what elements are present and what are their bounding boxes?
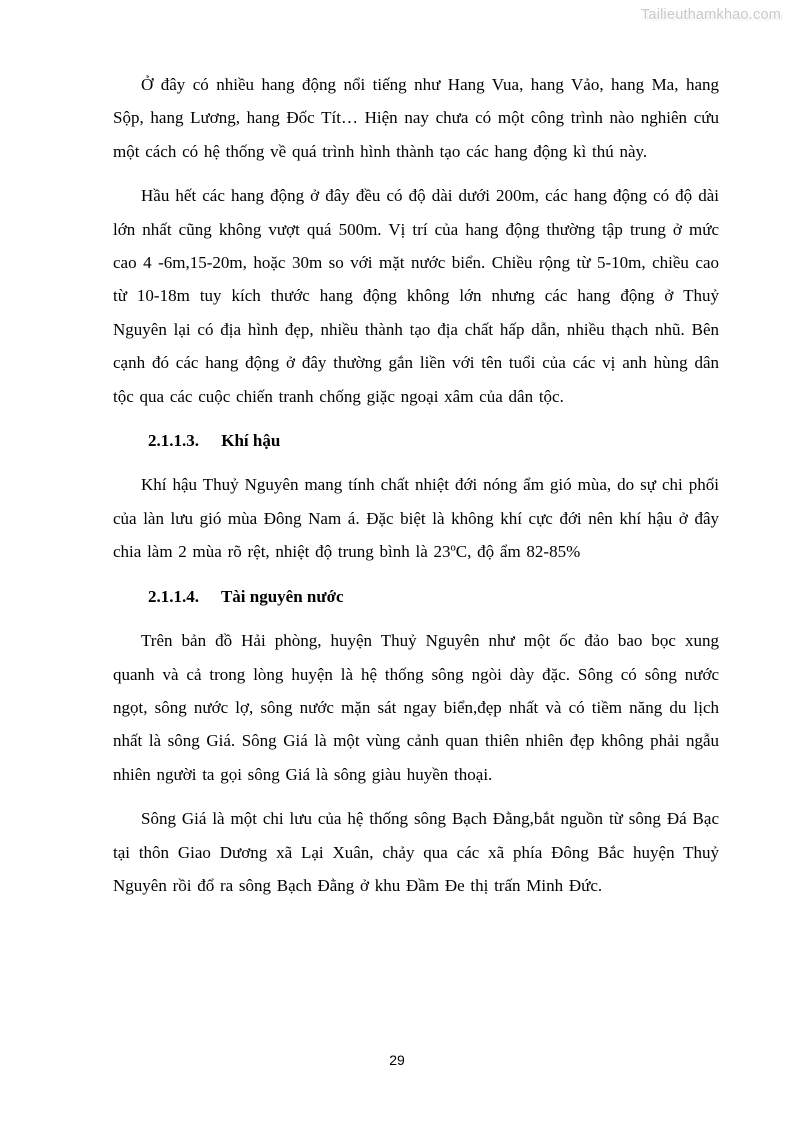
- paragraph-climate: Khí hậu Thuỷ Nguyên mang tính chất nhiệt đới nóng ẩm gió mùa, do sự chi phối của làn lưu gió mùa Đông Nam á. Đặc biệt là không khí cực đới nên khí hậu ở đây chia làm 2 mùa rõ rệt, nhiệt độ trung bình là 23ºC, độ ẩm 82-85%: [113, 475, 719, 562]
- paragraph-song-gia: Sông Giá là một chi lưu của hệ thống sông Bạch Đằng,bắt nguồn từ sông Đá Bạc tại thôn Giao Dương xã Lại Xuân, chảy qua các xã phía Đông Bắc huyện Thuỷ Nguyên rồi đổ ra sông Bạch Đằng ở khu Đầm Đe thị trấn Minh Đức.: [113, 809, 719, 895]
- paragraph-caves-intro: Ở đây có nhiều hang động nổi tiếng như Hang Vua, hang Vảo, hang Ma, hang Sộp, hang Lương, hang Đốc Tít… Hiện nay chưa có một công trình nào nghiên cứu một cách có hệ thống về quá trình hình thành tạo các hang động kì thú này.: [113, 75, 719, 161]
- heading-number: 2.1.1.3.: [148, 431, 199, 451]
- heading-title: Khí hậu: [221, 431, 281, 451]
- paragraph-caves-dimensions: Hầu hết các hang động ở đây đều có độ dài dưới 200m, các hang động có độ dài lớn nhất cũng không vượt quá 500m. Vị trí của hang động thường tập trung ở mức cao 4 -6m,15-20m, hoặc 30m so với mặt nước biển. Chiều rộng từ 5-10m, chiều cao từ 10-18m tuy kích thước hang động không lớn nhưng các hang động ở Thuỷ Nguyên lại có địa hình đẹp, nhiều thành tạo địa chất hấp dẫn, nhiều thạch nhũ. Bên cạnh đó các hang động ở đây thường gắn liền với tên tuổi của các vị anh hùng dân tộc qua các cuộc chiến tranh chống giặc ngoại xâm của dân tộc.: [113, 186, 719, 406]
- paragraph-rivers: Trên bản đồ Hải phòng, huyện Thuỷ Nguyên như một ốc đảo bao bọc xung quanh và cả trong lòng huyện là hệ thống sông ngòi dày đặc. Sông có sông nước ngọt, sông nước lợ, sông nước mặn sát ngay biển,đẹp nhất và có tiềm năng du lịch nhất là sông Giá. Sông Giá là một vùng cảnh quan thiên nhiên đẹp không phải ngẫu nhiên người ta gọi sông Giá là sông giàu huyền thoại.: [113, 631, 719, 784]
- page-number: 29: [389, 1052, 405, 1068]
- heading-title: Tài nguyên nước: [220, 586, 344, 606]
- heading-climate: [113, 424, 719, 457]
- heading-water-resources: [113, 580, 719, 613]
- watermark: Tailieuthamkhao.com: [640, 7, 781, 23]
- document-body: [113, 68, 719, 913]
- heading-number: 2.1.1.4.: [148, 586, 199, 606]
